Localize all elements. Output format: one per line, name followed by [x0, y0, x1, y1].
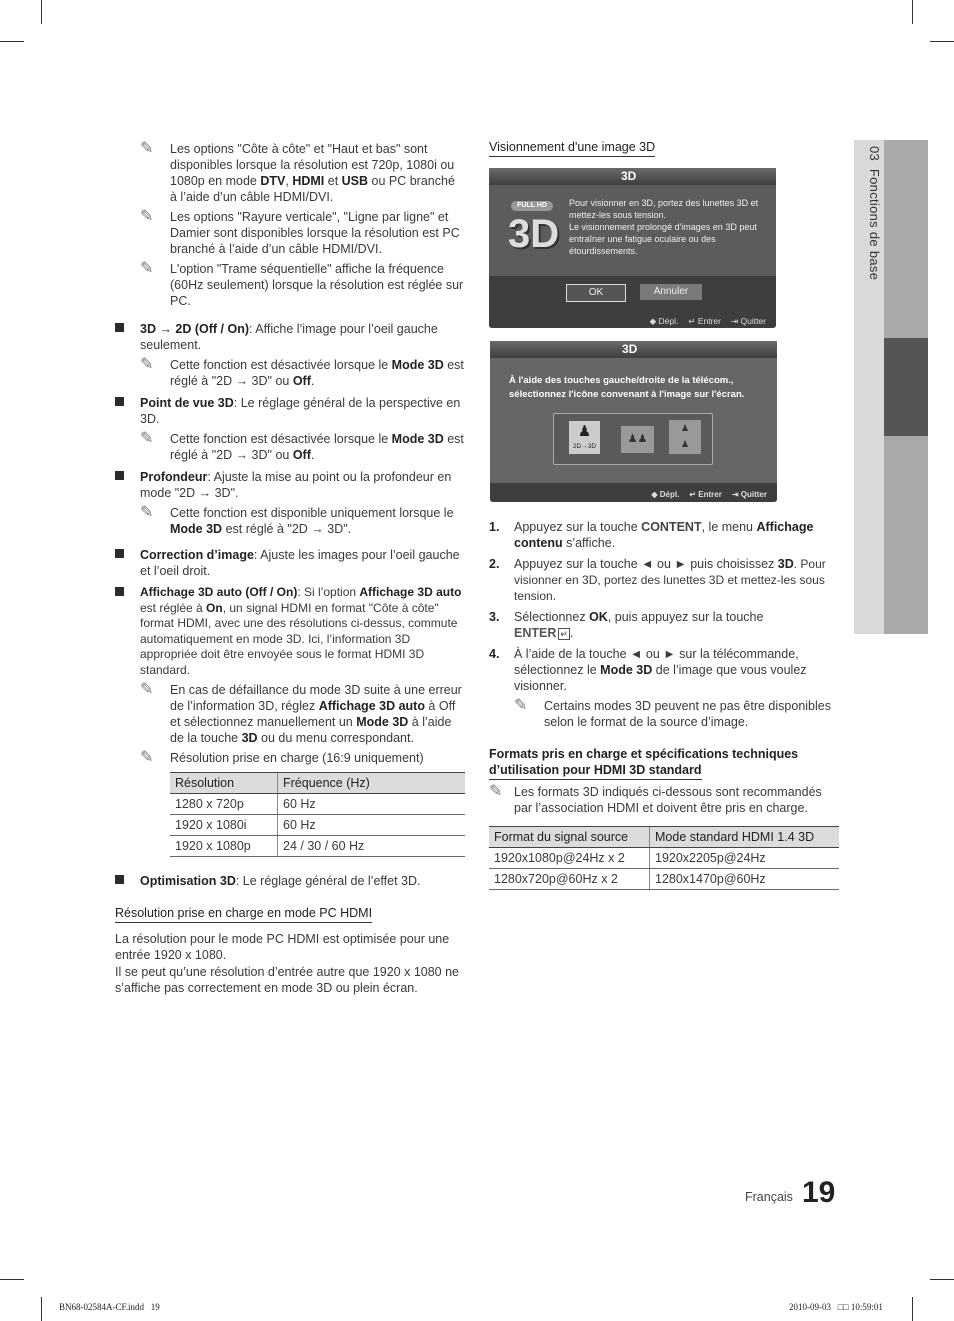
note: ✎ L'option "Trame séquentielle" affiche la fréquence (60Hz seulement) lorsque la résolution est réglée sur PC.: [140, 260, 464, 308]
mode-top-bottom-icon[interactable]: ♟ ♟: [669, 420, 701, 454]
enter-hint: ↵ Entrer: [689, 490, 722, 499]
table-row: 1920x1080p@24Hz x 2 1920x2205p@24Hz: [489, 848, 839, 869]
bullet-3d-to-2d: 3D → 2D (Off / On): Affiche l’image pour l’oeil gauche seulement. ✎ Cette fonction est désactivée lorsque le Mode 3D est réglé à "2D → 3D" ou Off.: [115, 321, 465, 389]
bullet-optimisation: Optimisation 3D: Le réglage général de l’effet 3D.: [115, 873, 465, 889]
table-header: Format du signal source: [489, 827, 650, 848]
full-hd-badge: FULL HD: [511, 201, 553, 211]
bullet-square-icon: [115, 323, 124, 332]
sidebar-tab-stripe: [884, 140, 928, 338]
note-pen-icon: ✎: [140, 208, 154, 225]
formats-table: [489, 826, 839, 890]
page-number: 19: [802, 1176, 836, 1209]
note-pen-icon: ✎: [140, 681, 154, 698]
table-row: 1280x720p@60Hz x 2 1280x1470p@60Hz: [489, 869, 839, 890]
osd-message: À l'aide des touches gauche/droite de la télécom., sélectionnez l'icône convenant à l'image sur l'écran.: [509, 375, 745, 400]
note: ✎ Les options "Côte à côte" et "Haut et bas" sont disponibles lorsque la résolution est 720p, 1080i ou 1080p en mode DTV, HDMI et USB ou PC branché à l’aide d’un câble HDMI/DVI.: [140, 140, 455, 204]
note: ✎ Résolution prise en charge (16:9 uniquement): [140, 749, 424, 766]
pc-section: [115, 905, 465, 996]
steps-list: [489, 519, 839, 890]
bullet-square-icon: [115, 471, 124, 480]
note-pen-icon: ✎: [140, 356, 154, 373]
crop-mark: [0, 1279, 24, 1280]
crop-mark: [912, 1297, 913, 1321]
osd-3d-warning: [489, 168, 776, 328]
bullet-square-icon: [115, 587, 124, 596]
note-pen-icon: ✎: [140, 260, 154, 277]
bullet-profondeur: Profondeur: Ajuste la mise au point ou la profondeur en mode "2D → 3D". ✎ Cette fonction est disponible uniquement lorsque le Mode 3D est réglé à "2D → 3D".: [115, 469, 465, 537]
bullet-square-icon: [115, 397, 124, 406]
crop-mark: [41, 1297, 42, 1321]
note-pen-icon: ✎: [140, 140, 154, 157]
table-row: 1920 x 1080i 60 Hz: [170, 815, 465, 836]
ok-button[interactable]: OK: [566, 284, 626, 302]
mode-2d-to-3d-icon[interactable]: ♟ 2D→3D: [569, 421, 600, 454]
note: ✎ En cas de défaillance du mode 3D suite à une erreur de l’information 3D, réglez Affichage 3D auto à Off et sélectionnez manuellement un Mode 3D à l’aide de la touche 3D ou du menu correspondant.: [140, 681, 462, 745]
note: ✎ Certains modes 3D peuvent ne pas être disponibles selon le format de la source d’image.: [514, 697, 831, 729]
list-item: 1. Appuyez sur la touche CONTENT, le menu Affichage contenu s’affiche.: [489, 520, 814, 550]
table-row: 1280 x 720p 60 Hz: [170, 794, 465, 815]
move-hint: ◆ Dépl.: [651, 490, 680, 499]
bullet-correction: Correction d’image: Ajuste les images pour l’oeil gauche et l’oeil droit.: [115, 547, 465, 579]
table-header: Résolution: [170, 773, 278, 794]
exit-hint: ⇥ Quitter: [731, 490, 767, 499]
crop-mark: [930, 41, 954, 42]
crop-mark: [930, 1279, 954, 1280]
list-item: 3. Sélectionnez OK, puis appuyez sur la touche ENTER ↵ .: [489, 610, 764, 640]
table-header: Mode standard HDMI 1.4 3D: [650, 827, 840, 848]
note: ✎ Cette fonction est désactivée lorsque le Mode 3D est réglé à "2D → 3D" ou Off.: [140, 430, 464, 462]
section-heading: Résolution prise en charge en mode PC HDMI: [115, 905, 372, 923]
note: ✎ Cette fonction est désactivée lorsque le Mode 3D est réglé à "2D → 3D" ou Off.: [140, 356, 464, 388]
osd-message: Pour visionner en 3D, portez des lunettes 3D et mettez-les sous tension.: [569, 198, 759, 220]
print-date-info: 2010-09-03 □□ 10:59:01: [789, 1302, 883, 1312]
crop-mark: [41, 0, 42, 24]
paragraph: Il se peut qu’une résolution d’entrée autre que 1920 x 1080 ne s’affiche pas correctement en mode 3D ou plein écran.: [115, 965, 460, 995]
paragraph: La résolution pour le mode PC HDMI est optimisée pour une entrée 1920 x 1080.: [115, 932, 450, 962]
bullet-square-icon: [115, 875, 124, 884]
mode-side-by-side-icon[interactable]: ♟♟: [621, 426, 654, 453]
osd-title: 3D: [490, 341, 777, 358]
note: ✎ Les formats 3D indiqués ci-dessous sont recommandés par l’association HDMI et doivent être pris en charge.: [489, 783, 822, 815]
enter-hint: ↵ Entrer: [688, 316, 721, 326]
osd-title: 3D: [489, 168, 776, 185]
print-file-info: BN68-02584A-CF.indd 19: [59, 1302, 160, 1312]
note-pen-icon: ✎: [140, 749, 154, 766]
crop-mark: [912, 0, 913, 24]
resolution-table: [170, 772, 465, 857]
exit-hint: ⇥ Quitter: [731, 316, 766, 326]
list-item: 2. Appuyez sur la touche ◄ ou ► puis choisissez 3D. Pour visionner en 3D, portez des lunettes 3D et mettez-les sous tension.: [489, 557, 826, 603]
osd-nav: [650, 313, 766, 329]
3d-logo-icon: 3D: [508, 212, 560, 256]
crop-mark: [0, 41, 24, 42]
sidebar-tab-dark: [884, 338, 928, 436]
table-row: 1920 x 1080p 24 / 30 / 60 Hz: [170, 836, 465, 857]
chapter-title: 03 Fonctions de base: [867, 146, 882, 281]
osd-message: Le visionnement prolongé d'images en 3D peut entraîner une fatigue oculaire ou des étourdissements.: [569, 222, 757, 256]
bullet-affichage-auto: Affichage 3D auto (Off / On): Si l’option Affichage 3D auto est réglée à On, un signal HDMI en format "Côte à côte" format HDMI, avec une des résolutions ci-dessus, commute automatiquement en mode 3D. Ici, l’information 3D appropriée doit être envoyée sous le format HDMI 3D standard. ✎ En cas de défaillance du mode 3D suite à une erreur de l’information 3D, réglez Affichage 3D auto à Off et sélectionnez manuellement un Mode 3D à l’aide de la touche 3D ou du menu correspondant. ✎ Résolution prise en charge (16:9 uniquement): [115, 585, 465, 766]
list-item: 4. À l’aide de la touche ◄ ou ► sur la télécommande, sélectionnez le Mode 3D de l’image que vous voulez visionner. ✎ Certains modes 3D peuvent ne pas être disponibles selon le format de la source d’image.: [489, 646, 839, 730]
note-pen-icon: ✎: [514, 697, 528, 714]
table-header: Fréquence (Hz): [278, 773, 466, 794]
move-hint: ◆ Dépl.: [649, 316, 679, 326]
left-column: [115, 139, 465, 996]
bullet-point-de-vue: Point de vue 3D: Le réglage général de la perspective en 3D. ✎ Cette fonction est désactivée lorsque le Mode 3D est réglé à "2D → 3D" ou Off.: [115, 395, 465, 463]
enter-icon: ↵: [560, 629, 568, 639]
section-heading: Formats pris en charge et spécifications techniques d’utilisation pour HDMI 3D standard: [489, 746, 839, 780]
sidebar-tab-stripe: [884, 436, 928, 634]
note-pen-icon: ✎: [489, 783, 503, 800]
note: ✎ Cette fonction est disponible uniquement lorsque le Mode 3D est réglé à "2D → 3D".: [140, 504, 454, 536]
osd-3d-mode: [490, 341, 777, 502]
osd-nav: [651, 487, 767, 503]
language-label: Français: [745, 1190, 793, 1204]
osd-heading: Visionnement d'une image 3D: [489, 139, 655, 157]
note-pen-icon: ✎: [140, 430, 154, 447]
bullet-square-icon: [115, 549, 124, 558]
note-pen-icon: ✎: [140, 504, 154, 521]
cancel-button[interactable]: Annuler: [640, 284, 702, 300]
note: ✎ Les options "Rayure verticale", "Ligne par ligne" et Damier sont disponibles lorsque la résolution est PC branché à l’aide d’un câble HDMI/DVI.: [140, 208, 460, 256]
